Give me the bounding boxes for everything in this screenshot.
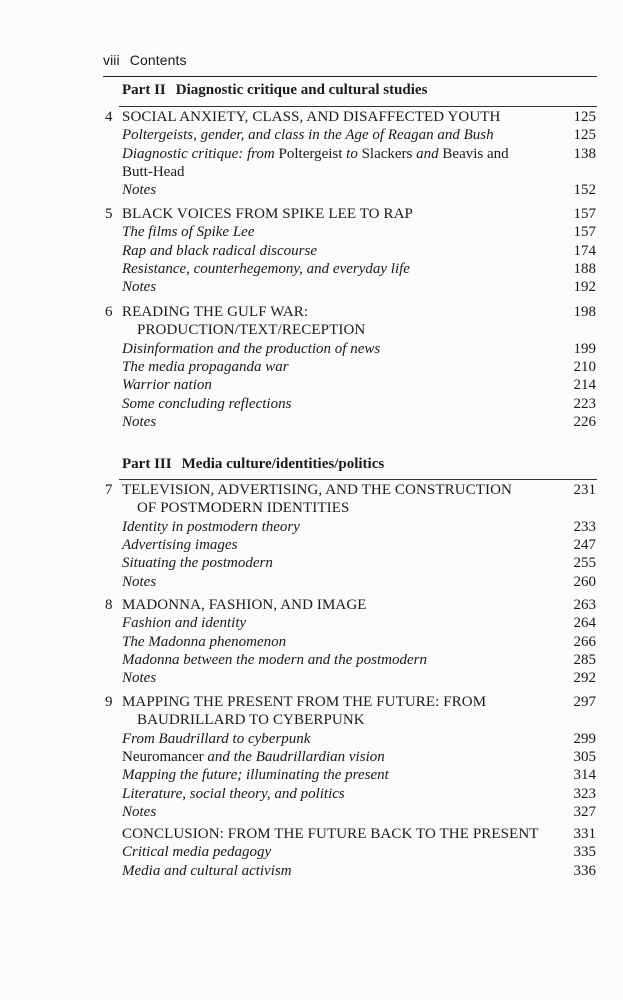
page-number: 233	[573, 518, 596, 535]
section-title	[122, 766, 389, 784]
section-entry[interactable]	[0, 126, 623, 144]
section-title-segment: to	[342, 145, 362, 162]
section-title	[122, 573, 156, 591]
page-number: 331	[573, 826, 596, 842]
section-title-segment: The films of Spike Lee	[122, 224, 255, 241]
page-number: 174	[573, 242, 596, 259]
page-number: 255	[573, 555, 596, 572]
section-entry[interactable]	[0, 358, 623, 376]
page-number: 157	[573, 224, 596, 241]
part-heading	[122, 456, 384, 473]
section-title	[122, 181, 156, 199]
chapter-number: 9	[105, 694, 113, 710]
section-title-segment: Critical media pedagogy	[122, 844, 272, 861]
section-title	[122, 358, 289, 376]
page-number: 231	[573, 482, 596, 498]
section-entry[interactable]	[0, 242, 623, 260]
chapter-title: SOCIAL ANXIETY, CLASS, AND DISAFFECTED YOUTH	[122, 109, 501, 125]
section-title	[122, 554, 273, 572]
section-entry[interactable]	[0, 376, 623, 394]
page-number: 335	[573, 844, 596, 861]
section-title	[122, 223, 254, 241]
page-number: 125	[573, 109, 596, 125]
chapter-entry[interactable]	[0, 303, 623, 321]
section-title-segment: The media propaganda war	[122, 358, 289, 375]
section-entry[interactable]	[0, 766, 623, 784]
section-entry[interactable]	[0, 573, 623, 591]
page-number: 188	[573, 260, 596, 277]
chapter-entry[interactable]	[0, 825, 623, 843]
section-title	[122, 126, 494, 144]
section-title-segment: Media and cultural activism	[122, 862, 292, 879]
page-number: 138	[573, 145, 596, 162]
page-number: 125	[573, 127, 596, 144]
page-number: 264	[573, 615, 596, 632]
section-entry[interactable]	[0, 651, 623, 669]
chapter-title: OF POSTMODERN IDENTITIES	[137, 500, 350, 517]
section-entry[interactable]	[0, 633, 623, 651]
section-title-segment: Literature, social theory, and politics	[122, 785, 345, 802]
page-number: 323	[573, 785, 596, 802]
section-title	[122, 340, 380, 358]
section-title	[122, 651, 427, 669]
chapter-entry[interactable]	[0, 205, 623, 223]
section-title-segment: Poltergeist	[278, 145, 343, 162]
section-title	[122, 730, 310, 748]
section-title-segment: Disinformation and the production of news	[122, 340, 381, 357]
chapter-title-continuation[interactable]	[0, 711, 623, 729]
section-title-segment: The Madonna phenomenon	[122, 633, 287, 650]
section-title	[122, 413, 156, 431]
section-title-segment: Madonna between the modern and the postmodern	[122, 651, 427, 668]
section-title	[122, 862, 292, 880]
chapter-title: PRODUCTION/TEXT/RECEPTION	[137, 322, 366, 339]
section-title-segment: Poltergeists, gender, and class in the Age of Reagan and Bush	[122, 127, 494, 144]
section-title	[122, 843, 271, 861]
page-number: 297	[573, 694, 596, 710]
page-number: 198	[573, 304, 596, 320]
section-title-segment: Diagnostic critique: from	[122, 145, 279, 162]
page-number: 314	[573, 767, 596, 784]
part-heading	[122, 82, 427, 99]
part-title: Diagnostic critique and cultural studies	[175, 82, 428, 98]
page-number: viii	[103, 52, 120, 68]
section-title-segment: Rap and black radical discourse	[122, 242, 317, 259]
part-title: Media culture/identities/politics	[181, 456, 385, 472]
page-number: 260	[573, 573, 596, 590]
section-title	[122, 278, 156, 296]
section-title-segment: Notes	[122, 182, 157, 199]
chapter-number: 8	[105, 597, 113, 613]
section-title	[122, 633, 286, 651]
section-title	[122, 260, 410, 278]
section-title-segment: Situating the postmodern	[122, 555, 273, 572]
header-rule	[103, 76, 597, 77]
section-title	[122, 145, 509, 163]
section-title	[122, 518, 300, 536]
section-title-segment: Identity in postmodern theory	[122, 518, 300, 535]
part-label: Part III	[122, 456, 172, 472]
section-entry[interactable]	[0, 803, 623, 821]
chapter-entry[interactable]	[0, 693, 623, 711]
section-title-segment: Notes	[122, 413, 157, 430]
chapter-title: CONCLUSION: FROM THE FUTURE BACK TO THE PRESENT	[122, 826, 539, 842]
section-title-segment: Mapping the future; illuminating the present	[122, 767, 389, 784]
section-entry[interactable]	[0, 260, 623, 278]
running-head-title: Contents	[129, 52, 187, 68]
section-entry[interactable]	[0, 862, 623, 880]
section-entry[interactable]	[0, 181, 623, 199]
page-number: 336	[573, 862, 596, 879]
section-entry[interactable]	[0, 340, 623, 358]
page-number: 247	[573, 536, 596, 553]
section-title-segment: Fashion and identity	[122, 615, 247, 632]
chapter-entry[interactable]	[0, 481, 623, 499]
chapter-title-continuation[interactable]	[0, 499, 623, 517]
page-number: 199	[573, 340, 596, 357]
part-rule	[119, 106, 597, 107]
page-number: 285	[573, 651, 596, 668]
chapter-title: MADONNA, FASHION, AND IMAGE	[122, 597, 367, 613]
section-entry[interactable]	[0, 145, 623, 163]
section-title-segment: and the Baudrillardian vision	[203, 748, 385, 765]
page-number: 214	[573, 377, 596, 394]
chapter-title: READING THE GULF WAR:	[122, 304, 309, 320]
page-number: 299	[573, 730, 596, 747]
section-entry[interactable]	[0, 730, 623, 748]
section-title	[122, 803, 156, 821]
section-entry[interactable]	[0, 518, 623, 536]
section-title-segment: Warrior nation	[122, 377, 212, 394]
section-title-segment: Slackers	[361, 145, 413, 162]
page-number: 305	[573, 748, 596, 765]
page-number: 192	[573, 279, 596, 296]
page-number: 226	[573, 413, 596, 430]
section-title	[122, 242, 317, 260]
section-title	[122, 163, 184, 181]
section-title-segment: Beavis and	[442, 145, 509, 162]
page-number: 152	[573, 182, 596, 199]
section-title	[122, 669, 156, 687]
section-entry[interactable]	[0, 843, 623, 861]
chapter-entry[interactable]	[0, 108, 623, 126]
chapter-number: 5	[105, 206, 113, 222]
section-title	[122, 376, 212, 394]
chapter-title: TELEVISION, ADVERTISING, AND THE CONSTRUCTION	[122, 482, 512, 498]
chapter-number: 7	[105, 482, 113, 498]
section-title-segment: Notes	[122, 279, 157, 296]
section-title-segment: Notes	[122, 670, 157, 687]
section-title-segment: Notes	[122, 803, 157, 820]
page-number: 292	[573, 670, 596, 687]
part-label: Part II	[122, 82, 166, 98]
section-entry[interactable]	[0, 785, 623, 803]
section-entry[interactable]	[0, 536, 623, 554]
section-title-segment: Notes	[122, 573, 157, 590]
chapter-title: BLACK VOICES FROM SPIKE LEE TO RAP	[122, 206, 413, 222]
section-title-segment: Neuromancer	[122, 748, 204, 765]
section-title	[122, 614, 246, 632]
section-title-segment: Advertising images	[122, 536, 238, 553]
page-number: 210	[573, 358, 596, 375]
section-entry[interactable]	[0, 163, 623, 181]
section-title-segment: Resistance, counterhegemony, and everyday life	[122, 260, 410, 277]
section-entry[interactable]	[0, 748, 623, 766]
section-title	[122, 748, 385, 766]
chapter-number: 4	[105, 109, 113, 125]
section-entry[interactable]	[0, 413, 623, 431]
section-title-segment: From Baudrillard to cyberpunk	[122, 730, 311, 747]
section-title-segment: and	[412, 145, 443, 162]
section-entry[interactable]	[0, 278, 623, 296]
section-title-segment: Butt-Head	[122, 163, 185, 180]
chapter-title: MAPPING THE PRESENT FROM THE FUTURE: FROM	[122, 694, 487, 710]
section-title	[122, 395, 291, 413]
section-entry[interactable]	[0, 554, 623, 572]
chapter-entry[interactable]	[0, 596, 623, 614]
chapter-title: BAUDRILLARD TO CYBERPUNK	[137, 712, 365, 729]
page-number: 263	[573, 597, 596, 613]
running-head	[103, 52, 187, 68]
section-title	[122, 536, 237, 554]
section-title-segment: Some concluding reflections	[122, 395, 292, 412]
page-number: 266	[573, 633, 596, 650]
part-rule	[119, 479, 597, 480]
section-title	[122, 785, 345, 803]
section-entry[interactable]	[0, 614, 623, 632]
section-entry[interactable]	[0, 395, 623, 413]
section-entry[interactable]	[0, 223, 623, 241]
page-number: 223	[573, 395, 596, 412]
page-number: 157	[573, 206, 596, 222]
section-entry[interactable]	[0, 669, 623, 687]
page-number: 327	[573, 803, 596, 820]
chapter-number: 6	[105, 304, 113, 320]
chapter-title-continuation[interactable]	[0, 321, 623, 339]
